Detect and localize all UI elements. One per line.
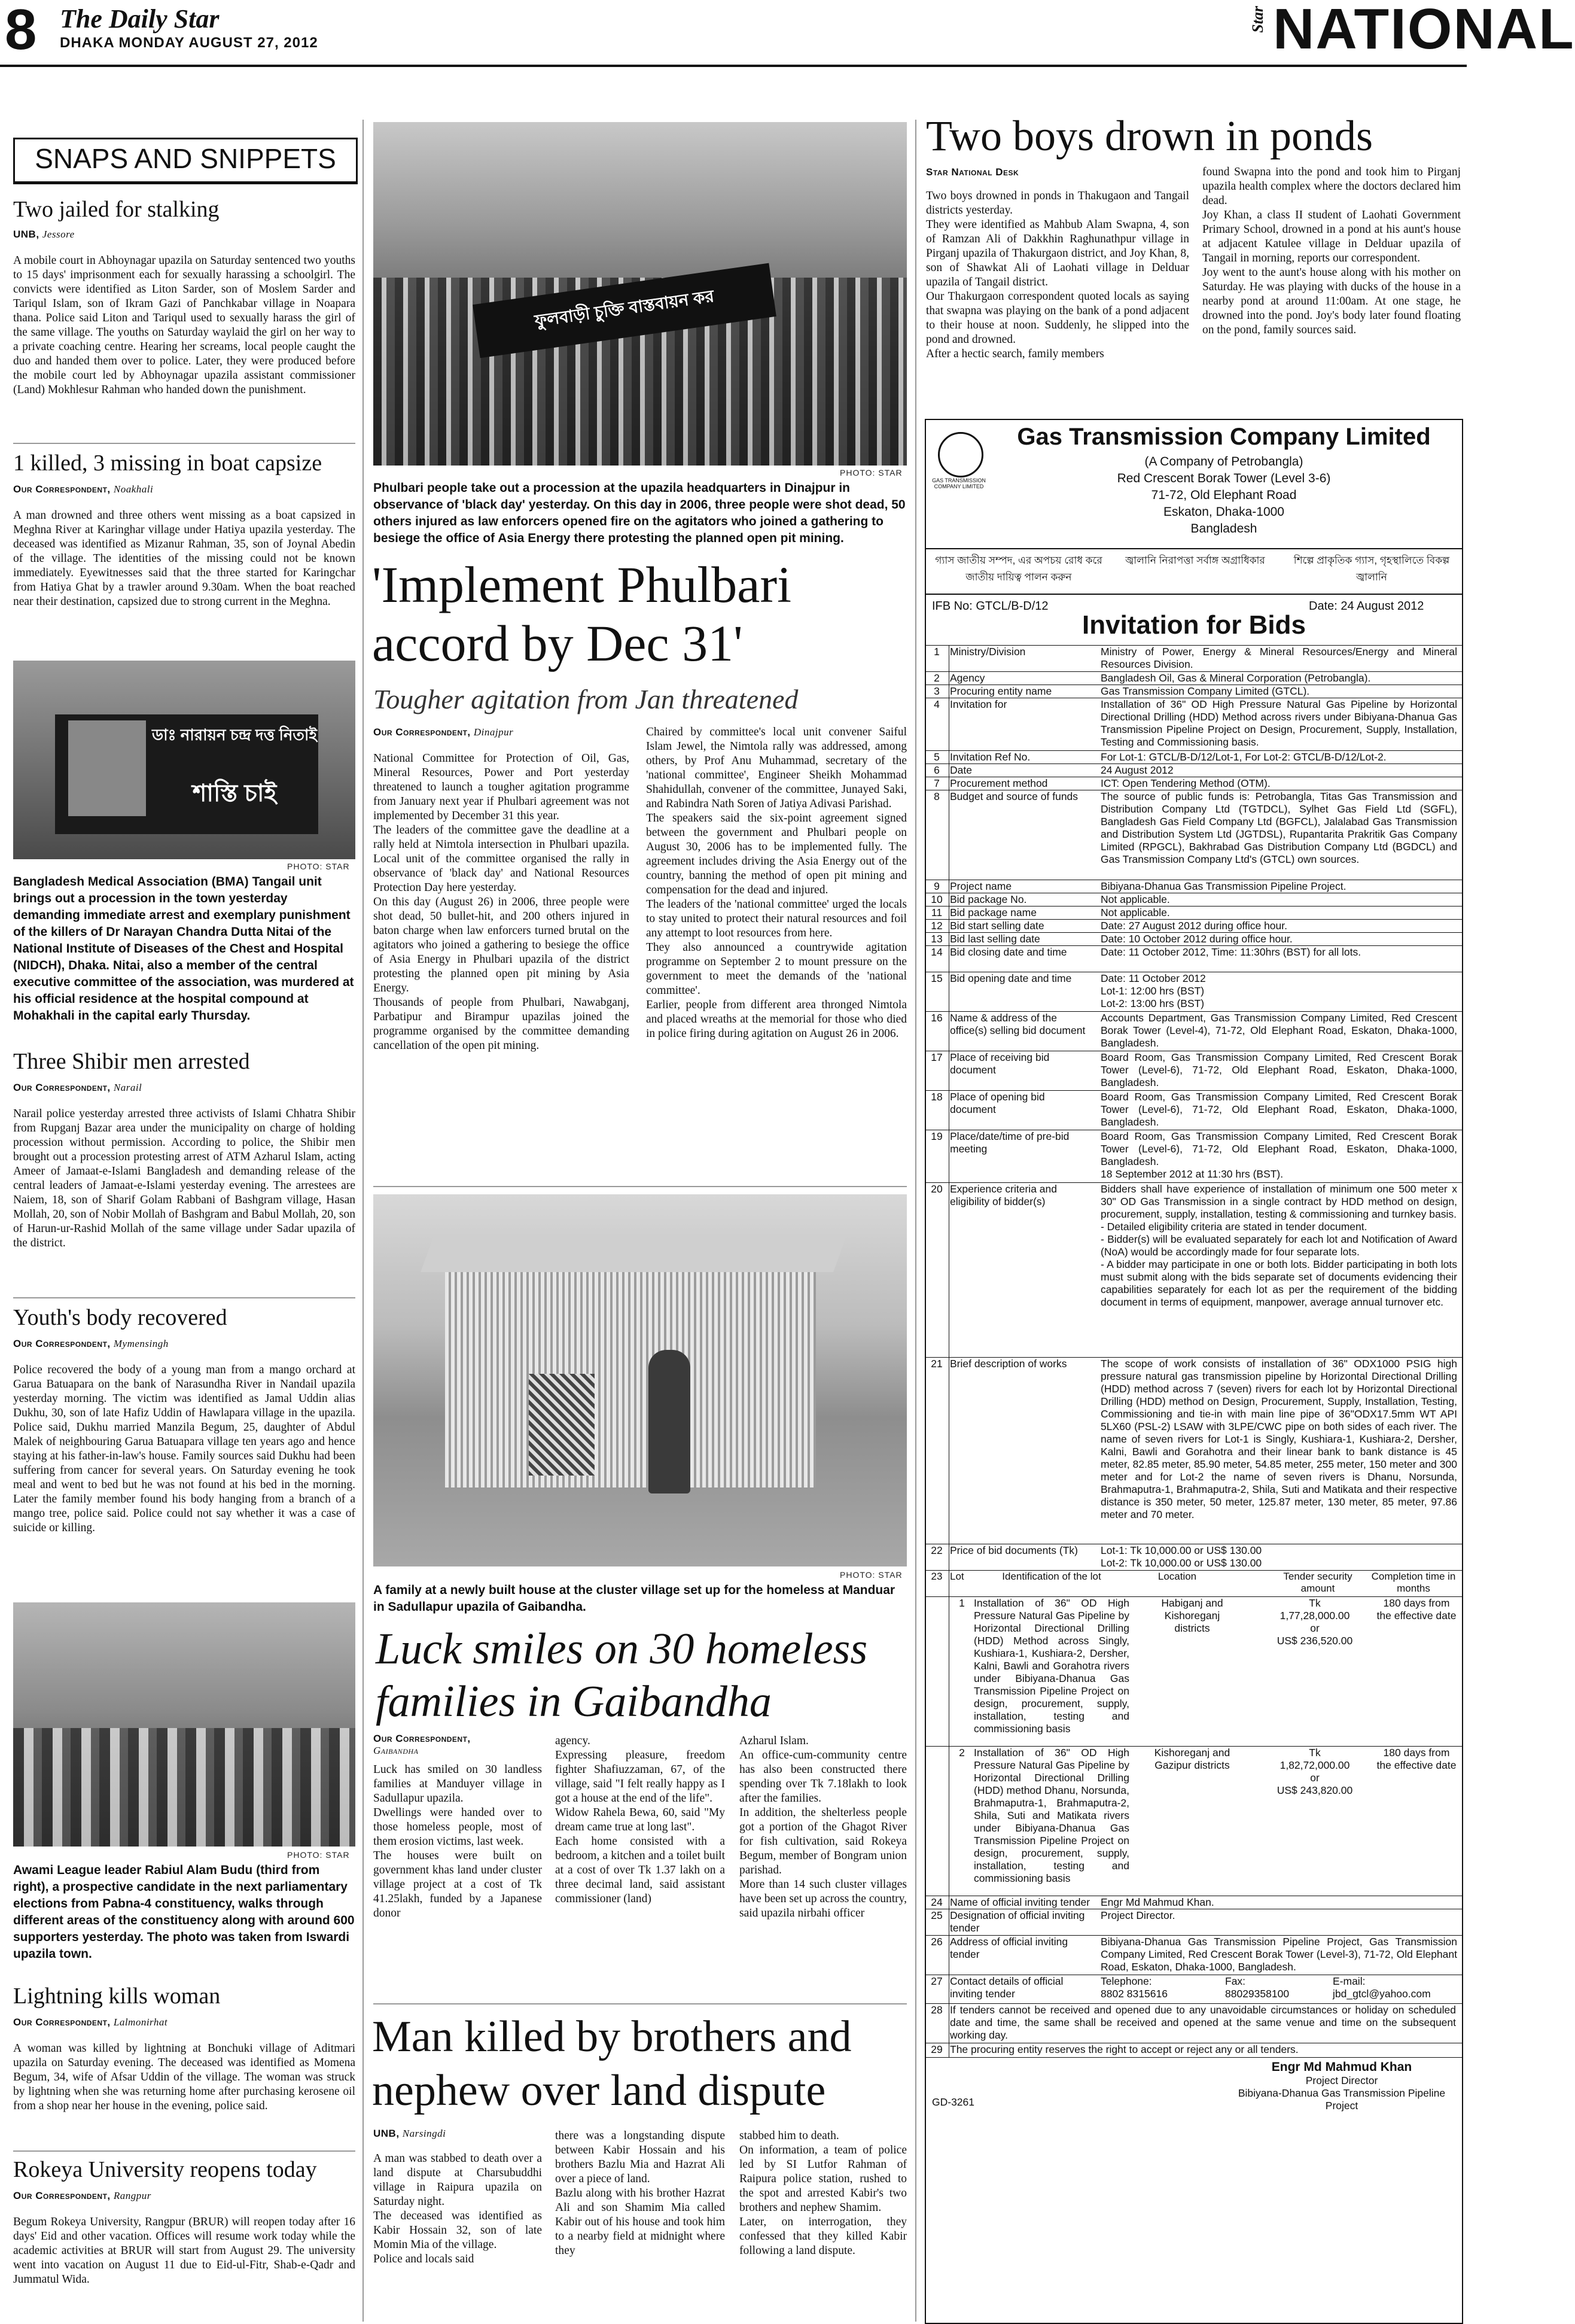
phulbari-body-col-2: Chaired by committee's local unit convener Saiful Islam Jewel, the Nimtola rally was addressed, among others, by Prof Anu Muhammad, secretary of the 'national committee', Engineer Sheikh Mohammad Shahidullah, convener of the committee, Junayed Saki, and Rabindra Nath Soren of Jatiya Adivasi Parishad. The speakers said the six-point agreement signed between the government and Phulbari people on August 30, 2006 has to be implemented fully. The agreement includes driving the Asia Energy out of the country, banning the method of open pit mining and compensation for the dead and injured. The leaders of the 'national committee' urged the locals to stay united to protect their natural resources and foil any attempt to loot resources from here. They also announced a countrywide agitation programme on September 2 to mount pressure on the government to meet the demands of the 'national committee'. Earlier, people from different area thronged Nimtola and placed wreaths at the memorial for those who died in police firing during agitation on August 26 in 2006. — [646, 726, 907, 1040]
lot-location: Habiganj and Kishoreganj districts — [1161, 1597, 1223, 1634]
bid-table-row — [926, 1130, 1462, 1183]
snippet-2-headline: 1 killed, 3 missing in boat capsize — [13, 451, 322, 476]
gaibandha-body-col-3: Azharul Islam. An office-cum-community centre has also been constructed there spending over Tk 7.18lakh to look after the families. In addition, the shelterless people got a portion of the Ghagot River for fish cultivation, said Rokeya Begum, member of Bongram union parishad. More than 14 such cluster villages have been set up across the country, said upazila nirbahi officer — [739, 1735, 907, 1920]
row-number: 28 — [931, 2004, 943, 2016]
bid-table-row — [926, 1896, 1462, 1909]
dateline: DHAKA MONDAY AUGUST 27, 2012 — [60, 35, 318, 51]
row-number: 17 — [931, 1051, 943, 1063]
row-label: Bid opening date and time — [950, 972, 1072, 984]
row-value: Installation of 36" OD High Pressure Natural Gas Pipeline by Horizontal Directional Drilling (HDD) Method across rivers under Bibiyana-Dhanua Gas Transmission Pipeline Project on Design, Procurement, Supply, Installation, Testing and Commissioning basis. — [1101, 698, 1457, 748]
row-label: Bid last selling date — [950, 933, 1040, 945]
row-number: 27 — [931, 1975, 943, 1987]
row-label: Name & address of the office(s) selling bid document — [950, 1012, 1086, 1036]
lot-location: Kishoreganj and Gazipur districts — [1154, 1747, 1230, 1771]
row-label: Contact details of official inviting tender — [950, 1975, 1064, 2000]
ponds-byline: Star National Desk — [926, 166, 1019, 178]
row-number: 19 — [931, 1130, 943, 1142]
bid-table-row — [926, 645, 1462, 672]
banner-text: ফুলবাড়ী চুক্তি বাস্তবায়ন কর — [533, 287, 715, 330]
row-value: 24 August 2012 — [1101, 764, 1174, 776]
bid-table-row — [926, 750, 1462, 764]
ad-company-name: Gas Transmission Company Limited — [1017, 424, 1431, 450]
bid-table-row — [926, 893, 1462, 907]
divider — [13, 443, 355, 444]
bid-table-row — [926, 1357, 1462, 1544]
row-number: 12 — [931, 920, 943, 932]
bid-table-row — [926, 2003, 1462, 2043]
snippet-3-byline: Our Correspondent, Narail — [13, 1082, 142, 1093]
section-star-mark: Star — [1249, 6, 1266, 33]
phulbari-photo-caption: Phulbari people take out a procession at the upazila headquarters in Dinajpur in observance of 'black day' yesterday. On this day in 2006, three people were shot dead, 50 others injured as law enforcers opened fire on the agitators who joined a gathering to besiege the office of Asia Energy there protesting the planned open pit mining. — [373, 481, 906, 545]
row-label: Procuring entity name — [950, 685, 1052, 697]
row-number: 20 — [931, 1183, 943, 1195]
snippet-2-body: A man drowned and three others went missing as a boat capsized in Meghna River at Karinghar village under Hatiya upazila yesterday. The deceased was identified as Mizanur Rahman, 35, son of Joynal Abedin of the village. The identities of the missing could not be known immediately. Eyewitnesses said that the three started for Karingchar from Hatiya Ghat by a trawler around 9.30am. When the boat reached near their destination, capsized due to strong current in the Meghna. — [13, 509, 355, 608]
row-value: Board Room, Gas Transmission Company Limited, Red Crescent Borak Tower (Level-6), 71-72, Old Elephant Road, Eskaton, Dhaka-1000, Bangladesh. — [1101, 1051, 1457, 1088]
lot-completion: 180 days from the effective date — [1376, 1747, 1457, 1771]
bid-table-row — [926, 763, 1462, 777]
security-col-head: Tender security amount — [1283, 1571, 1352, 1594]
land-dispute-headline-line-1: Man killed by brothers and — [372, 2012, 852, 2061]
land-dispute-byline: UNB, Narsingdi — [373, 2128, 446, 2139]
land-dispute-body-col-3: stabbed him to death. On information, a team of police led by SI Lutfor Rahman of Raipura police station, rushed to the spot and arrested Kabir's two brothers and nephew Shamim. Later, on interrogation, they confessed that they killed Kabir following a land dispute. — [739, 2130, 907, 2257]
row-value: The procuring entity reserves the right to accept or reject any or all tenders. — [950, 2043, 1299, 2055]
family-figures — [648, 1350, 690, 1493]
row-value: Engr Md Mahmud Khan. — [1101, 1896, 1214, 1908]
signature-block — [926, 2057, 1462, 2112]
lot-table-header — [926, 1570, 1462, 1597]
bid-table-row — [926, 906, 1462, 920]
bid-table — [926, 645, 1462, 2323]
ad-code: GD-3261 — [932, 2096, 975, 2108]
gaibandha-headline-line-1: Luck smiles on 30 homeless — [376, 1625, 868, 1674]
row-value: Bangladesh Oil, Gas & Mineral Corporation (Petrobangla). — [1101, 672, 1371, 684]
lot-security: Tk 1,82,72,000.00 or US$ 243,820.00 — [1277, 1747, 1353, 1796]
ponds-body-col-1: Two boys drowned in ponds in Thakugaon and Tangail districts yesterday. They were identified as Mahbub Alam Swapna, 4, son of Ramzan Ali of Dakkhin Raghunathpur village in Pirganj upazila of Thakurgaon district, and Joy Khan, 8, son of Shawkat Ali of Laohati village in Delduar upazila of Tangail district. Our Thakurgaon correspondent quoted locals as saying that swapna was playing on the bank of a pond adjacent to their house at noon. Suddenly, he slipped into the pond and drowned. After a hectic search, family members — [926, 190, 1189, 360]
row-value: Date: 10 October 2012 during office hour. — [1101, 933, 1293, 945]
row-label: Project name — [950, 880, 1012, 892]
bid-table-row — [926, 1935, 1462, 1975]
gaibandha-body-col-2: agency. Expressing pleasure, freedom fighter Shafiuzzaman, 67, of the village, said "I felt really happy as I got a house at the end of the life". Widow Rahela Bewa, 60, said "My dream came true at long last". Each home consisted with a bedroom, a kitchen and a toilet built at a cost of over Tk 1.37 lakh on a three decimal land, said assistant commissioner (land) — [555, 1735, 725, 1905]
snippet-4-headline: Youth's body recovered — [13, 1305, 227, 1330]
newspaper-logo: The Daily Star — [60, 4, 220, 34]
row-value: Ministry of Power, Energy & Mineral Resources/Energy and Mineral Resources Division. — [1101, 646, 1457, 670]
snippet-5-headline: Lightning kills woman — [13, 1984, 221, 2009]
bid-table-row — [926, 2043, 1462, 2058]
roof — [421, 1236, 846, 1272]
banner-text-2: শাস্তি চাই — [192, 780, 277, 807]
row-number: 18 — [931, 1091, 943, 1103]
row-label: Place of receiving bid document — [950, 1051, 1050, 1076]
masthead-rule — [0, 65, 1467, 67]
row-value: The source of public funds is: Petrobangla, Titas Gas Transmission and Distribution Company Ltd (TGTDCL), Sylhet Gas Field Ltd (SGFL), Bangladesh Gas Field Company Ltd (BGFCL), Jalalabad Gas Transmission and Distribution System Ltd (JGTDSL), Rupantarita Prakritik Gas Company Limited (RPGCL), Bakhrabad Gas Distribution Company Ltd (BGDCL) and Gas Transmission Company Ltd's (GTCL) own sources. — [1101, 790, 1457, 865]
ad-slogan-bar — [926, 548, 1462, 595]
bid-table-row — [926, 790, 1462, 880]
ad-date: Date: 24 August 2012 — [1309, 600, 1424, 613]
bid-table-row — [926, 1051, 1462, 1091]
slogan-3: শিল্পে প্রাকৃতিক গ্যাস, গৃহস্থালিতে বিকল্প জ্বালানি — [1293, 555, 1450, 583]
snippet-6-body: Begum Rokeya University, Rangpur (BRUR) will reopen today after 16 days' Eid and other vacation. Offices will resume work today while the academic activities at BRUR will start from August 29. The university went into vacation on August 11 due to Eid-ul-Fitr, Shab-e-Qadr and Jummatul Wida. — [13, 2216, 355, 2286]
row-value: For Lot-1: GTCL/B-D/12/Lot-1, For Lot-2: GTCL/B-D/12/Lot-2. — [1101, 751, 1387, 763]
row-number: 3 — [934, 685, 940, 697]
row-number: 6 — [934, 764, 940, 776]
gaibandha-photo-caption: A family at a newly built house at the cluster village set up for the homeless at Manduar in Sadullapur upazila of Gaibandha. — [373, 1583, 895, 1614]
row-number: 13 — [931, 933, 943, 945]
row-value: The scope of work consists of installation of 36" ODX1000 PSIG high pressure natural gas transmission pipeline by Horizontal Directional Drilling (HDD) method across 7 (seven) rivers for each lot by Horizontal Directional Drilling (HDD) method on Design, Procurement, Supply, Installation, Testing, Commissioning and tie-in with main line pipe of 36"ODX17.5mm WT API 5LX60 (PSL-2) LSAW with 3LPE/CWC pipe on both sides of each river. The name of seven rivers for Lot-1 is Singly, Kushiara-1, Kushiara-2, Dersher, Kalni, Bawli and Gorahotra and their linear bank to bank distance is 45 meter, 82.85 meter, 85.90 meter, 54.85 meter, 255 meter, 150 meter and 300 meter and for Lot-2 the name of seven rivers is Dhanu, Norsunda, Brahmaputra-1, Brahmaputra-2, Shila, Suti and Matikata and their respective distance is 350 meter, 50 meter, 125.87 meter, 130 meter, 85 meter, 97.86 meter and 70 meter. — [1101, 1358, 1457, 1520]
snippet-4-byline: Our Correspondent, Mymensingh — [13, 1338, 169, 1349]
row-number: 1 — [934, 646, 940, 658]
row-value: Not applicable. — [1101, 893, 1170, 905]
cluster-village-photo — [373, 1194, 907, 1566]
contact-row — [926, 1975, 1462, 2004]
awami-league-rally-photo — [13, 1602, 355, 1847]
crowd — [13, 1728, 355, 1847]
bid-table-row — [926, 1090, 1462, 1130]
row-label: Experience criteria and eligibility of bidder(s) — [950, 1183, 1057, 1207]
row-number: 2 — [934, 672, 940, 684]
section-title: NATIONAL — [1273, 0, 1575, 61]
snippets-title: SNAPS AND SNIPPETS — [35, 143, 336, 174]
row-number: 5 — [934, 751, 940, 763]
row-value: Bibiyana-Dhanua Gas Transmission Pipeline Project. — [1101, 880, 1346, 892]
phulbari-deck: Tougher agitation from Jan threatened — [373, 684, 799, 714]
row-number: 15 — [931, 972, 943, 984]
location-col-head: Location — [1157, 1571, 1197, 1582]
lot-description: Installation of 36" OD High Pressure Natural Gas Pipeline by Horizontal Directional Drilling (HDD) method Dhanu, Norsunda, Brahmaputra-1, Brahmaputra-2, Shila, Suti and Matikata rivers under Bibiyana-Dhanua Gas Transmission Pipeline Project on design, procurement, supply, installation, testing and commissioning basis — [974, 1747, 1129, 1884]
row-value: Date: 11 October 2012, Time: 11:30hrs (BST) for all lots. — [1101, 946, 1361, 958]
land-dispute-body-col-1: A man was stabbed to death over a land dispute at Charsubuddhi village in Raipura upazila on Saturday night. The deceased was identified as Kabir Hossain 32, son of late Momin Mia of the village. Police and locals said — [373, 2152, 542, 2265]
bid-table-row — [926, 880, 1462, 893]
row-number: 25 — [931, 1909, 943, 1921]
row-label: Bid closing date and time — [950, 946, 1067, 958]
signatory-title: Project Director — [1305, 2074, 1378, 2086]
bid-table-row — [926, 1544, 1462, 1571]
lot-col-head: Lot — [950, 1571, 964, 1582]
ad-title: Invitation for Bids — [1082, 610, 1306, 640]
row-value: Date: 27 August 2012 during office hour. — [1101, 920, 1287, 932]
column-rule-right — [915, 120, 916, 2322]
snippet-1-byline: UNB, Jessore — [13, 229, 75, 240]
portrait-photo — [68, 720, 146, 816]
lot-row — [926, 1596, 1462, 1747]
row-label: Place of opening bid document — [950, 1091, 1045, 1115]
lattice-window — [529, 1374, 595, 1476]
ident-col-head: Identification of the lot — [1002, 1571, 1101, 1582]
snippet-6-byline: Our Correspondent, Rangpur — [13, 2190, 151, 2201]
signatory-name: Engr Md Mahmud Khan — [1271, 2060, 1412, 2074]
bma-photo-caption: Bangladesh Medical Association (BMA) Tangail unit brings out a procession in the town yesterday demanding immediate arrest and exemplary punishment of the killers of Dr Narayan Chandra Dutta Nitai of the National Institute of Diseases of the Chest and Hospital (NIDCH), Dhaka. Nitai, also a member of the central executive committee of the association, was murdered at his official residence at the hospital compound at Mohakhali in the capital early Thursday. — [13, 875, 354, 1023]
bid-table-row — [926, 932, 1462, 946]
row-label: Agency — [950, 672, 985, 684]
land-dispute-headline-line-2: nephew over land dispute — [372, 2066, 826, 2115]
photo-credit: PHOTO: STAR — [287, 862, 350, 871]
tel-label: Telephone: — [1101, 1975, 1152, 1987]
row-value: Board Room, Gas Transmission Company Limited, Red Crescent Borak Tower (Level-6), 71-72, Old Elephant Road, Eskaton, Dhaka-1000, Bangladesh. — [1101, 1091, 1457, 1128]
lot-number: 1 — [959, 1597, 965, 1609]
row-value: Bibiyana-Dhanua Gas Transmission Pipeline Project, Gas Transmission Company Limited, Red Crescent Borak Tower (Level-3), 71-72, Old Elephant Road, Eskaton, Dhaka-1000, Bangladesh. — [1101, 1936, 1457, 1973]
phulbari-byline: Our Correspondent, Dinajpur — [373, 726, 514, 738]
row-label: Invitation for — [950, 698, 1007, 710]
phulbari-body-col-1: National Committee for Protection of Oil, Gas, Mineral Resources, Power and Port yesterday threatened to launch a tougher agitation programme from January next year if Phulbari agreement was not implemented by December 31 this year. The leaders of the committee gave the deadline at a rally held at Nimtola intersection in Phulbari upazila. Local unit of the committee organised the rally in observance of 'black day' and National Resources Protection Day here yesterday. On this day (August 26) in 2006, three people were shot dead, 50 bullet-hit, and 200 others injured in baton charge when law enforcers turned brutal on the agitators who joined a gathering to besiege the office of Asia Energy in Phulbari upazila of the district protesting the planned open pit mining by Asia Energy. Thousands of people from Phulbari, Nawabganj, Parbatipur and Birampur upazilas joined the programme organised by the committee demanding cancellation of the open pit mining. — [373, 752, 629, 1052]
lot-completion: 180 days from the effective date — [1376, 1597, 1457, 1622]
snippet-1-body: A mobile court in Abhoynagar upazila on Saturday sentenced two youths to 15 days' imprisonment each for sexually harassing a schoolgirl. The convicts were identified as Liton Sarder, son of Moslem Sarder and Tariqul Islam, son of Ikram Gazi of Panchkabar village in Noapara thana. Police said Liton and Tariqul used to sexually harass the girl of the same village. The youths on Saturday waylaid the girl on her way to a private coaching centre. Hearing her screams, local people caught the duo and handed them over to police. Later, they were produced before the mobile court led by Abhoynagar upazila assistant commissioner (Land) Mokhlesur Rahman who handed down the punishment. — [13, 254, 355, 396]
row-number: 14 — [931, 946, 943, 958]
phulbari-procession-photo — [373, 122, 907, 466]
row-label: Budget and source of funds — [950, 790, 1079, 802]
row-value: Accounts Department, Gas Transmission Company Limited, Red Crescent Borak Tower (Level-4), 71-72, Old Elephant Road, Eskaton, Dhaka-1000, Bangladesh. — [1101, 1012, 1457, 1049]
bma-procession-photo — [13, 661, 355, 859]
bid-table-row — [926, 685, 1462, 698]
row-label: Brief description of works — [950, 1358, 1067, 1370]
row-label: Place/date/time of pre-bid meeting — [950, 1130, 1070, 1155]
fax-label: Fax: — [1225, 1975, 1246, 1987]
row-label: Price of bid documents (Tk) — [950, 1544, 1078, 1556]
snippet-2-byline: Our Correspondent, Noakhali — [13, 483, 154, 495]
divider — [13, 2150, 355, 2152]
row-number: 7 — [934, 777, 940, 789]
phulbari-headline-line-2: accord by Dec 31' — [372, 615, 743, 672]
email-value: jbd_gtcl@yahoo.com — [1333, 1988, 1431, 2000]
bid-table-row — [926, 972, 1462, 1012]
row-label: Bid start selling date — [950, 920, 1044, 932]
row-label: Procurement method — [950, 777, 1048, 789]
snippet-5-byline: Our Correspondent, Lalmonirhat — [13, 2016, 168, 2028]
ponds-body-col-2: found Swapna into the pond and took him to Pirganj upazila health complex where the doctors declared him dead. Joy Khan, a class II student of Laohati Government Primary School, drowned in a pond at his aunt's house at adjacent Katulee village in Delduar upazila of Tangail in morning, reports our correspondent. Joy went to the aunt's house along with his mother on Saturday. He was playing with ducks of the house in a nearby pond at around 11:00am. At one stage, he drowned into the pond. Joy's body later found floating on the pond, family sources said. — [1202, 166, 1461, 336]
lot-number: 2 — [959, 1747, 965, 1759]
tel-value: 8802 8315616 — [1101, 1988, 1168, 2000]
row-value: Bidders shall have experience of installation of minimum one 500 meter x 30" OD Gas Transmission in a single contract by HDD method on design, procurement, supply, installation, testing & commissioning and turnkey basis. - Detailed eligibility criteria are stated in tender document. - Bidder(s) will be evaluated separately for each lot and Notification of Award (NoA) would be accordingly made for four separate lots. - A bidder may participate in one or both lots. Bidder participating in both lots must submit along with the bids separate set of documents evidencing their capabilities separately for each lot as per the requirement of the bidding document in terms of equipment, manpower, average annual turnover etc. — [1101, 1183, 1457, 1308]
lot-description: Installation of 36" OD High Pressure Natural Gas Pipeline by Horizontal Directional Drilling (HDD) Method across Singly, Kushiara-1, Kushiara-2, Dersher, Kalni, Bawli and Gorahotra rivers under Bibiyana-Dhanua Gas Transmission Pipeline Project on design, procurement, supply, installation, testing and commissioning basis — [974, 1597, 1129, 1735]
row-value: ICT: Open Tendering Method (OTM). — [1101, 777, 1271, 789]
row-number: 11 — [931, 907, 943, 918]
gaibandha-body-col-1: Luck has smiled on 30 landless families at Manduyer village in Sadullapur upazila. Dwellings were handed over to those homeless people, most of them erosion victims, last week. The houses were built on government khas land under cluster village project at a cost of Tk 41.25lakh, funded by a Japanese donor — [373, 1763, 542, 1920]
bid-table-row — [926, 671, 1462, 685]
gaibandha-byline: Our Correspondent, — [373, 1733, 471, 1744]
row-label: Invitation Ref No. — [950, 751, 1031, 763]
slogan-2: জ্বালানি নিরাপত্তা সর্বাঙ্গ অগ্রাধিকার — [1125, 555, 1265, 566]
snippet-3-body: Narail police yesterday arrested three activists of Islami Chhatra Shibir from Rupganj Bazar area under the municipality on charge of holding procession without permission. According to police, the Shibir men brought out a procession protesting arrest of ATM Azharul Islam, acting Ameer of Jamaat-e-Islami Bangladesh and demanding release of the central leaders of Jamaat-e-Islami yesterday evening. The arrestees are Naiem, 18, son of Sharif Golam Rabbani of Bashgram village, Hasan Mollah, 20, son of Nobir Mollah of Bashgram and Babul Mollah, 20, son of Harun-ur-Rashid Mollah of the same village under Sadar upazila of the district. — [13, 1108, 355, 1249]
ifb-number: IFB No: GTCL/B-D/12 — [932, 600, 1049, 613]
gaibandha-place: Gaibandha — [373, 1745, 419, 1756]
row-number: 22 — [931, 1544, 943, 1556]
gtcl-tender-ad — [925, 419, 1463, 2324]
bid-table-row — [926, 1909, 1462, 1936]
divider — [373, 2003, 907, 2004]
completion-col-head: Completion time in months — [1371, 1571, 1456, 1594]
row-value: Gas Transmission Company Limited (GTCL). — [1101, 685, 1310, 697]
row-label: Bid package No. — [950, 893, 1027, 905]
row-value: Date: 11 October 2012 Lot-1: 12:00 hrs (BST) Lot-2: 13:00 hrs (BST) — [1101, 972, 1206, 1009]
phulbari-headline-line-1: 'Implement Phulbari — [372, 556, 791, 613]
tin-house — [445, 1260, 816, 1488]
slogan-1: গ্যাস জাতীয় সম্পদ, এর অপচয় রোধ করে জাতীয় দায়িত্ব পালন করুন — [935, 555, 1102, 583]
awami-photo-caption: Awami League leader Rabiul Alam Budu (third from right), a prospective candidate in the next parliamentary elections from Pabna-4 constituency, walks through different areas of the constituency along with around 600 supporters yesterday. The photo was taken from Iswardi upazila town. — [13, 1863, 355, 1961]
divider — [373, 1186, 907, 1187]
row-number: 29 — [931, 2043, 943, 2055]
row-number: 16 — [931, 1012, 943, 1024]
bid-table-row — [926, 919, 1462, 933]
row-label: Bid package name — [950, 907, 1037, 918]
divider — [13, 1297, 355, 1298]
snippet-4-body: Police recovered the body of a young man from a mango orchard at Garua Batuapara on the bank of Narasundha River in Nandail upazila yesterday morning. The victim was identified as Jamal Uddin alias Dukhu, 30, son of late Hafiz Uddin of Hawlapara village in the upazila. Police said, Dukhu married Manzila Begum, 25, daughter of Abdul Malek of neighbouring Garua Batuapara village ten years ago and hence staying at his father-in-law's house. Family sources said Dukhu had been suffering from cancer for several years. On Saturday evening he took meal and went to bed but he was not found at his bed in the morning. Later the family member found his body hanging from a branch of a mango tree, police said. Police could not say whether it was a case of suicide or killing. — [13, 1364, 355, 1534]
row-number: 26 — [931, 1936, 943, 1948]
row-label: Date — [950, 764, 972, 776]
row-value: If tenders cannot be received and opened due to any unavoidable circumstances or holiday on scheduled date and time, the same shall be received and opened at the same venue and time on the subsequent working day. — [950, 2004, 1456, 2041]
row-value: Board Room, Gas Transmission Company Limited, Red Crescent Borak Tower (Level-6), 71-72, Old Elephant Road, Eskaton, Dhaka-1000, Bangladesh. 18 September 2012 at 11:30 hrs (BST). — [1101, 1130, 1457, 1180]
snippet-5-body: A woman was killed by lightning at Bonchuki village of Aditmari upazila on Saturday evening. The deceased was identified as Momena Begum, 34, wife of Afsar Uddin of the village. The woman was struck by lightning when she was returning home after purchasing kerosene oil from a shop near her house in the evening, police said. — [13, 2042, 355, 2112]
lot-row — [926, 1746, 1462, 1896]
snippet-1-headline: Two jailed for stalking — [13, 197, 220, 222]
bid-table-row — [926, 1011, 1462, 1051]
land-dispute-body-col-2: there was a longstanding dispute between Kabir Hossain and his brothers Bazlu Mia and Hazrat Ali over a piece of land. Bazlu along with his brother Hazrat Ali and son Shamim Mia called Kabir out of his house and took him to a nearby field at midnight where they — [555, 2130, 725, 2257]
row-value: Project Director. — [1101, 1909, 1175, 1921]
gaibandha-headline-line-2: families in Gaibandha — [376, 1677, 772, 1726]
row-value: Not applicable. — [1101, 907, 1170, 918]
row-number: 4 — [934, 698, 940, 710]
bid-table-row — [926, 945, 1462, 972]
photo-credit: PHOTO: STAR — [840, 1570, 903, 1580]
column-rule-left — [362, 120, 364, 2322]
photo-credit: PHOTO: STAR — [840, 468, 903, 477]
ad-address: (A Company of Petrobangla) Red Crescent Borak Tower (Level 3-6) 71-72, Old Elephant Road Eskaton, Dhaka-1000 Bangladesh — [1117, 455, 1331, 536]
row-label: Name of official inviting tender — [950, 1896, 1090, 1908]
snippet-3-headline: Three Shibir men arrested — [13, 1049, 250, 1074]
ponds-headline: Two boys drown in ponds — [926, 112, 1373, 160]
row-label: Ministry/Division — [950, 646, 1026, 658]
bid-table-row — [926, 777, 1462, 790]
lot-security: Tk 1,77,28,000.00 or US$ 236,520.00 — [1277, 1597, 1353, 1647]
row-label: Address of official inviting tender — [950, 1936, 1068, 1960]
row-number: 8 — [934, 790, 940, 802]
row-label: Designation of official inviting tender — [950, 1909, 1085, 1934]
gtcl-logo — [938, 432, 983, 477]
bid-table-row — [926, 1182, 1462, 1358]
bid-table-row — [926, 698, 1462, 751]
row-number: 23 — [931, 1571, 943, 1582]
signatory-project: Bibiyana-Dhanua Gas Transmission Pipeline Project — [1238, 2087, 1446, 2112]
gtcl-logo-text: GAS TRANSMISSION COMPANY LIMITED — [932, 477, 986, 489]
row-number: 21 — [931, 1358, 943, 1370]
email-label: E-mail: — [1333, 1975, 1366, 1987]
row-number: 9 — [934, 880, 940, 892]
fax-value: 88029358100 — [1225, 1988, 1290, 2000]
row-number: 10 — [931, 893, 943, 905]
page-number: 8 — [5, 0, 37, 62]
banner-text: ডাঃ নারায়ন চন্দ্র দত্ত নিতাই — [151, 726, 317, 744]
snippet-6-headline: Rokeya University reopens today — [13, 2157, 317, 2182]
row-value: Lot-1: Tk 10,000.00 or US$ 130.00 Lot-2: Tk 10,000.00 or US$ 130.00 — [1101, 1544, 1262, 1569]
row-number: 24 — [931, 1896, 943, 1908]
photo-credit: PHOTO: STAR — [287, 1850, 350, 1860]
